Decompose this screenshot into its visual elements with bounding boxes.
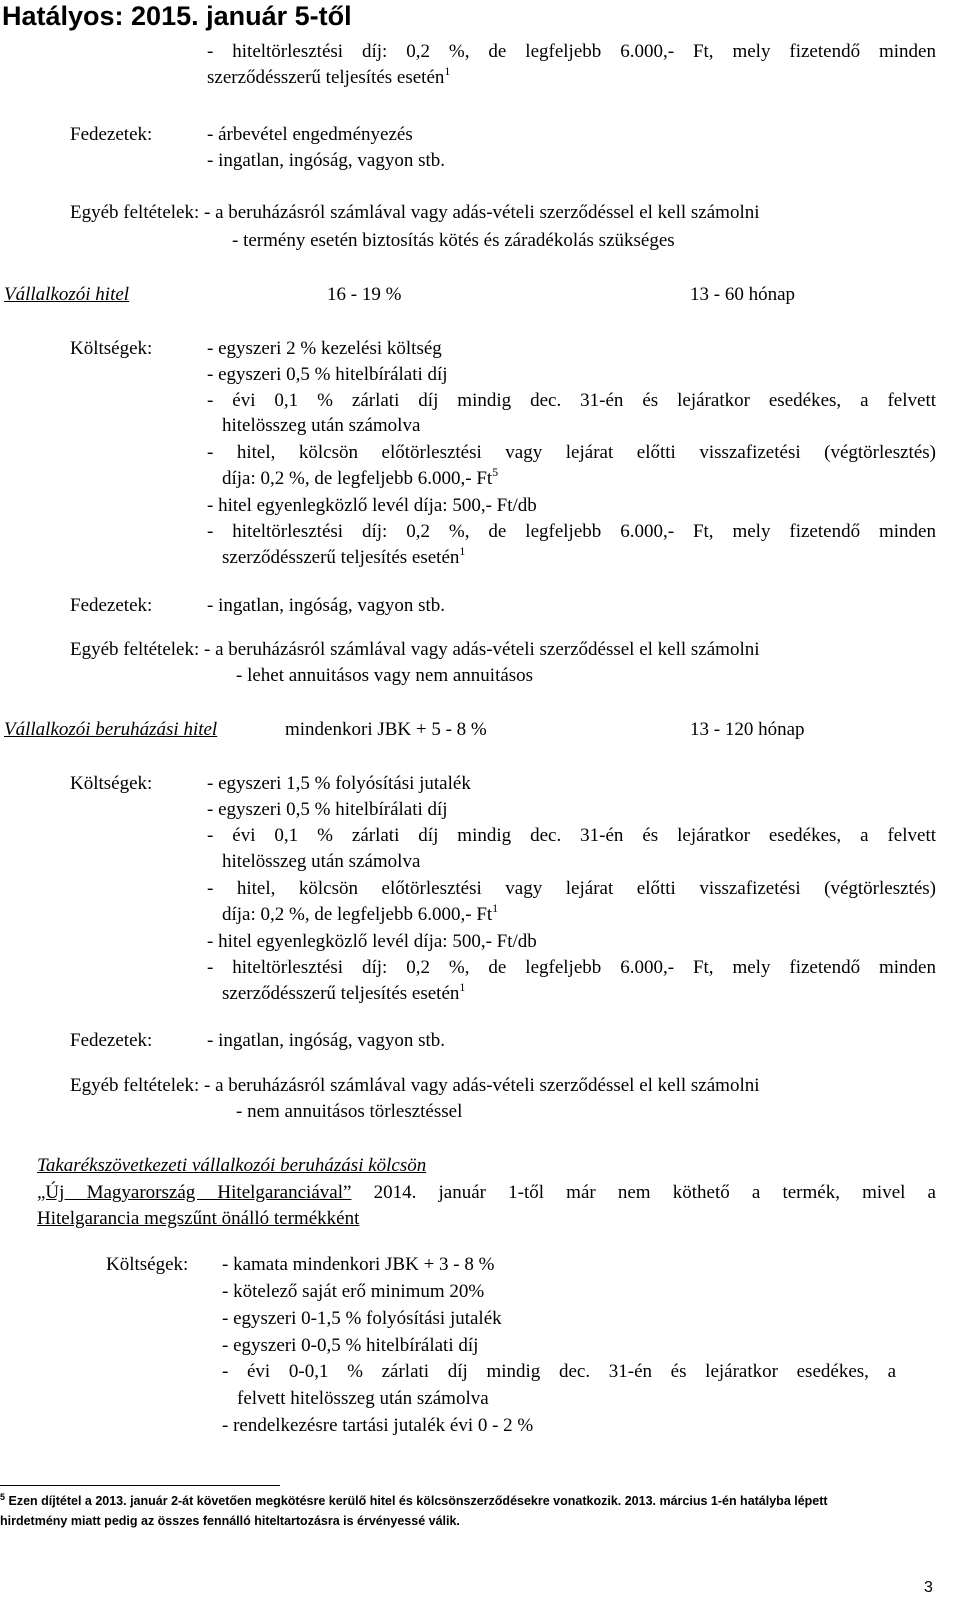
cost-item: - egyszeri 0,5 % hitelbírálati díj <box>207 364 448 385</box>
product-note: „Új Magyarország Hitelgaranciával” 2014. január 1-től már nem köthető a termék, mivel a <box>37 1182 936 1203</box>
page-number: 3 <box>924 1579 933 1596</box>
cost-item: - kamata mindenkori JBK + 3 - 8 % <box>222 1254 495 1275</box>
fedezetek-label: Fedezetek: <box>70 595 153 616</box>
cost-item-cont: hitelösszeg után számolva <box>222 415 421 436</box>
cost-item-cont: szerződésszerű teljesítés esetén$^1$ <box>222 980 466 1004</box>
cost-item-cont: díja: 0,2 %, de legfeljebb 6.000,- Ft$^5$ <box>222 465 499 489</box>
cost-item-cont: szerződésszerű teljesítés esetén$^1$ <box>222 544 466 568</box>
egyeb-feltetelek-item: - termény esetén biztosítás kötés és záradékolás szükséges <box>232 230 675 251</box>
egyeb-feltetelek: Egyéb feltételek: - a beruházásról számlával vagy adás-vételi szerződéssel el kell számolni <box>70 639 760 660</box>
footnote-line-cont: hirdetmény miatt pedig az összes fennálló hiteltartozásra is érvényessé válik. <box>0 1514 460 1528</box>
fedezet-item: - ingatlan, ingóság, vagyon stb. <box>207 1030 445 1051</box>
egyeb-feltetelek: Egyéb feltételek: - a beruházásról számlával vagy adás-vételi szerződéssel el kell számolni <box>70 202 760 223</box>
cost-item: - hiteltörlesztési díj: 0,2 %, de legfeljebb 6.000,- Ft, mely fizetendő minden <box>207 521 936 542</box>
koltsegek-label: Költségek: <box>70 773 153 794</box>
cost-item: - egyszeri 2 % kezelési költség <box>207 338 442 359</box>
koltsegek-label: Költségek: <box>70 338 153 359</box>
page-title: Hatályos: 2015. január 5-től <box>2 1 352 31</box>
product-note-underlined: „Új Magyarország Hitelgaranciával” <box>37 1182 352 1203</box>
top-fee-line: - hiteltörlesztési díj: 0,2 %, de legfeljebb 6.000,- Ft, mely fizetendő minden <box>207 41 936 62</box>
cost-item-cont: felvett hitelösszeg után számolva <box>237 1388 489 1409</box>
footnote-line: $^5$ Ezen díjtétel a 2013. január 2-át követően megkötésre kerülő hitel és kölcsönszerződésekre vonatkozik. 2013. március 1-én hatályba lépett <box>0 1492 828 1508</box>
cost-item: - évi 0-0,1 % zárlati díj mindig dec. 31-én és lejáratkor esedékes, a <box>222 1361 896 1382</box>
koltsegek-label: Költségek: <box>106 1254 189 1275</box>
fedezetek-label: Fedezetek: <box>70 124 153 145</box>
fedezet-item: - árbevétel engedményezés <box>207 124 413 145</box>
cost-item: - évi 0,1 % zárlati díj mindig dec. 31-én és lejáratkor esedékes, a felvett <box>207 825 936 846</box>
product-note-cont: Hitelgarancia megszűnt önálló termékként <box>37 1208 360 1229</box>
cost-item: - hiteltörlesztési díj: 0,2 %, de legfeljebb 6.000,- Ft, mely fizetendő minden <box>207 957 936 978</box>
footnote-separator <box>0 1485 280 1486</box>
cost-item: - hitel egyenlegközlő levél díja: 500,- Ft/db <box>207 495 537 516</box>
egyeb-feltetelek: Egyéb feltételek: - a beruházásról számlával vagy adás-vételi szerződéssel el kell számolni <box>70 1075 760 1096</box>
cost-item: - hitel, kölcsön előtörlesztési vagy lejárat előtti visszafizetési (végtörlesztés) <box>207 878 936 899</box>
product-term: 13 - 60 hónap <box>690 284 796 305</box>
product-name: Takarékszövetkezeti vállalkozói beruházási kölcsön <box>37 1155 427 1176</box>
cost-item: - rendelkezésre tartási jutalék évi 0 - 2 % <box>222 1415 534 1436</box>
cost-item: - egyszeri 0-0,5 % hitelbírálati díj <box>222 1335 479 1356</box>
fedezet-item: - ingatlan, ingóság, vagyon stb. <box>207 595 445 616</box>
product-rate: mindenkori JBK + 5 - 8 % <box>285 719 487 740</box>
product-name: Vállalkozói beruházási hitel <box>4 719 218 740</box>
egyeb-feltetelek-item: - lehet annuitásos vagy nem annuitásos <box>236 665 534 686</box>
product-rate: 16 - 19 % <box>327 284 402 305</box>
fedezetek-label: Fedezetek: <box>70 1030 153 1051</box>
cost-item-cont: díja: 0,2 %, de legfeljebb 6.000,- Ft$^1$ <box>222 901 499 925</box>
top-fee-line-cont: szerződésszerű teljesítés esetén$^1$ <box>207 64 451 88</box>
cost-item: - hitel egyenlegközlő levél díja: 500,- Ft/db <box>207 931 537 952</box>
cost-item: - egyszeri 0,5 % hitelbírálati díj <box>207 799 448 820</box>
cost-item: - egyszeri 1,5 % folyósítási jutalék <box>207 773 471 794</box>
product-term: 13 - 120 hónap <box>690 719 805 740</box>
cost-item: - egyszeri 0-1,5 % folyósítási jutalék <box>222 1308 502 1329</box>
cost-item: - hitel, kölcsön előtörlesztési vagy lejárat előtti visszafizetési (végtörlesztés) <box>207 442 936 463</box>
cost-item: - évi 0,1 % zárlati díj mindig dec. 31-én és lejáratkor esedékes, a felvett <box>207 390 936 411</box>
cost-item-cont: hitelösszeg után számolva <box>222 851 421 872</box>
fedezet-item: - ingatlan, ingóság, vagyon stb. <box>207 150 445 171</box>
cost-item: - kötelező saját erő minimum 20% <box>222 1281 485 1302</box>
footnote-marker: 5 <box>0 1492 6 1502</box>
product-name: Vállalkozói hitel <box>4 284 130 305</box>
egyeb-feltetelek-item: - nem annuitásos törlesztéssel <box>236 1101 463 1122</box>
